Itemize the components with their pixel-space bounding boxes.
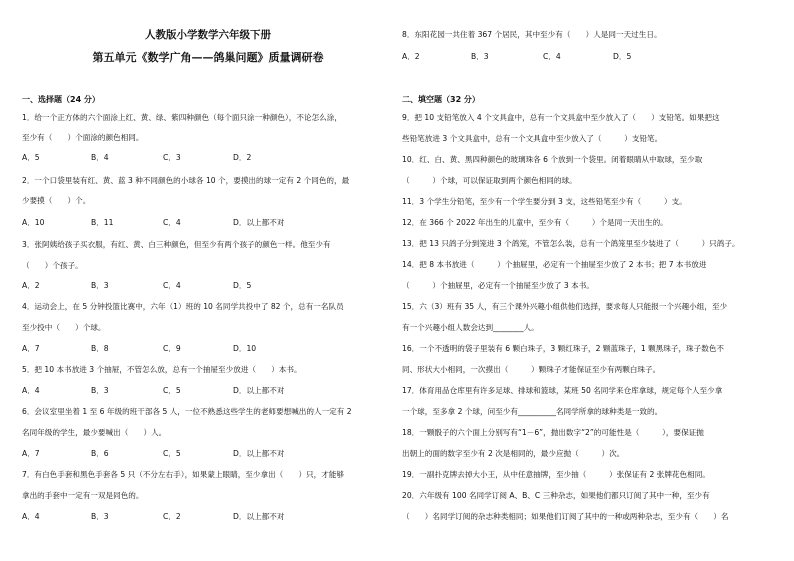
question-4-line-2: 至少投中（ ）个球。 — [22, 323, 106, 332]
option-b: B．8 — [91, 344, 109, 353]
document-subtitle: 第五单元《数学广角——鸽巢问题》质量调研卷 — [92, 51, 324, 64]
fill-line: 12．在 366 个 2022 年出生的儿童中，至少有（ ）个是同一天出生的。 — [402, 218, 668, 227]
option-a: A．4 — [22, 512, 40, 521]
option-b: B．3 — [91, 512, 109, 521]
option-b: B．6 — [91, 449, 109, 458]
option-c: C．4 — [163, 281, 181, 290]
option-d: D．以上都不对 — [233, 512, 285, 521]
fill-line: 一个球，至多拿 2 个球，问至少有__________名同学所拿的球种类是一致的。 — [402, 407, 663, 416]
option-d: D．10 — [233, 344, 257, 353]
option-b: B．11 — [91, 218, 114, 227]
fill-line: 些铅笔放进 3 个文具盒中，总有一个文具盒中至少放入了（ ）支铅笔。 — [402, 134, 663, 143]
question-6-line-2: 名同年级的学生，最少要喊出（ ）人。 — [22, 428, 167, 437]
fill-line: 13．把 13 只鸽子分到笼进 3 个鸽笼，不管怎么装，总有一个鸽笼里至少装进了（ ）只鸽子。 — [402, 239, 740, 248]
option-b: B．3 — [91, 281, 109, 290]
option-c: C．3 — [163, 153, 181, 162]
fill-line: （ ）个球，可以保证取到两个颜色相同的球。 — [402, 176, 577, 185]
question-3-line-1: 3．张阿姨给孩子买衣服，有红、黄、白三种颜色，但至少有两个孩子的颜色一样。他至少有 — [22, 240, 331, 249]
fill-line: 17．体育用品仓库里有许多足球、排球和篮球，某班 50 名同学来仓库拿球，规定每个人至少拿 — [402, 386, 723, 395]
question-7-line-2: 拿出的手套中一定有一双是同色的。 — [22, 491, 144, 500]
question-8-line-1: 8．东阳花园一共住着 367 个居民，其中至少有（ ）人是同一天过生日。 — [402, 30, 662, 39]
option-d: D．以上都不对 — [233, 386, 285, 395]
document-title: 人教版小学数学六年级下册 — [145, 29, 271, 41]
question-1-line-2: 至少有（ ）个面涂的颜色相同。 — [22, 133, 144, 142]
question-4-line-1: 4．运动会上，在 5 分钟投篮比赛中，六年（1）班的 10 名同学共投中了 82 个，总有一名队员 — [22, 302, 344, 311]
question-7-line-1: 7．有白色手套和黑色手套各 5 只（不分左右手），如果蒙上眼睛，至少拿出（ ）只，才能够 — [22, 470, 345, 479]
fill-line: 20．六年级有 100 名同学订阅 A、B、C 三种杂志，如果他们都只订阅了其中一种，至少有 — [402, 491, 710, 500]
fill-line: 16．一个不透明的袋子里装有 6 颗白珠子，3 颗红珠子，2 颗蓝珠子，1 颗黑珠子，珠子数色不 — [402, 344, 725, 353]
option-d: D．5 — [233, 281, 252, 290]
question-2-line-2: 少要摸（ ）个。 — [22, 196, 91, 205]
left-column — [22, 0, 394, 561]
option-c: C．2 — [163, 512, 181, 521]
option-d: D．以上都不对 — [233, 218, 285, 227]
option-c: C．4 — [163, 218, 181, 227]
fill-line: 15．六（3）班有 35 人，有三个课外兴趣小组供他们选择，要求每人只能报一个兴趣小组，至少 — [402, 302, 728, 311]
option-d: D．5 — [613, 52, 632, 61]
fill-line: 出朝上的面的数字至少有 2 次是相同的，最少应抛（ ）次。 — [402, 449, 625, 458]
option-c: C．5 — [163, 449, 181, 458]
fill-line: 同、形状大小相同，一次摸出（ ）颗珠子才能保证至少有两颗白珠子。 — [402, 365, 661, 374]
question-1-line-1: 1．给一个正方体的六个面涂上红、黄、绿、紫四种颜色（每个面只涂一种颜色），不论怎么涂， — [22, 113, 342, 122]
fill-line: 10．红、白、黄、黑四种颜色的玻璃珠各 6 个放到一个袋里。闭着眼睛从中取球，至少取 — [402, 155, 703, 164]
fill-line: 9．把 10 支铅笔放入 4 个文具盒中，总有一个文具盒中至少放入了（ ）支铅笔。如果把这 — [402, 113, 720, 122]
option-a: A．7 — [22, 449, 40, 458]
section-title-choice: 一、选择题（24 分） — [22, 95, 100, 104]
option-b: B．3 — [91, 386, 109, 395]
option-d: D．以上都不对 — [233, 449, 285, 458]
question-3-line-2: （ ）个孩子。 — [22, 261, 83, 270]
option-a: A．2 — [402, 52, 420, 61]
fill-line: （ ）名同学订阅的杂志种类相同；如果他们订阅了其中的一种或两种杂志，至少有（ ）名 — [402, 512, 729, 521]
option-d: D．2 — [233, 153, 252, 162]
option-a: A．10 — [22, 218, 45, 227]
fill-line: 11．3 个学生分铅笔，至少有一个学生要分到 3 支，这些铅笔至少有（ ）支。 — [402, 197, 687, 206]
fill-line: 18．一颗骰子的六个面上分别写有“1－6”，抛出数字“2”的可能性是（ ），要保证抛 — [402, 428, 704, 437]
option-c: C．9 — [163, 344, 181, 353]
question-6-line-1: 6．会议室里坐着 1 至 6 年级的班干部各 5 人，一位不熟悉这些学生的老师要想喊出的人一定有 2 — [22, 407, 352, 416]
option-c: C．4 — [543, 52, 561, 61]
option-b: B．3 — [471, 52, 489, 61]
fill-line: 14．把 8 本书放进（ ）个抽屉里，必定有一个抽屉至少放了 2 本书；把 7 本书放进 — [402, 260, 707, 269]
option-b: B．4 — [91, 153, 109, 162]
question-5-line-1: 5．把 10 本书放进 3 个抽屉，不管怎么放，总有一个抽屉至少放进（ ）本书。 — [22, 365, 302, 374]
option-a: A．2 — [22, 281, 40, 290]
option-c: C．5 — [163, 386, 181, 395]
right-column — [402, 0, 774, 561]
fill-line: （ ）个抽屉里，必定有一个抽屉至少放了 3 本书。 — [402, 281, 594, 290]
option-a: A．4 — [22, 386, 40, 395]
option-a: A．7 — [22, 344, 40, 353]
fill-line: 有一个兴趣小组人数会达到________人。 — [402, 323, 539, 332]
option-a: A．5 — [22, 153, 40, 162]
section-title-fill-blank: 二、填空题（32 分） — [402, 95, 480, 104]
fill-line: 19．一副扑克牌去掉大小王，从中任意抽牌，至少抽（ ）张保证有 2 张牌花色相同。 — [402, 470, 710, 479]
question-2-line-1: 2．一个口袋里装有红、黄、蓝 3 种不同颜色的小球各 10 个，要摸出的球一定有 2 个同色的，最 — [22, 176, 350, 185]
